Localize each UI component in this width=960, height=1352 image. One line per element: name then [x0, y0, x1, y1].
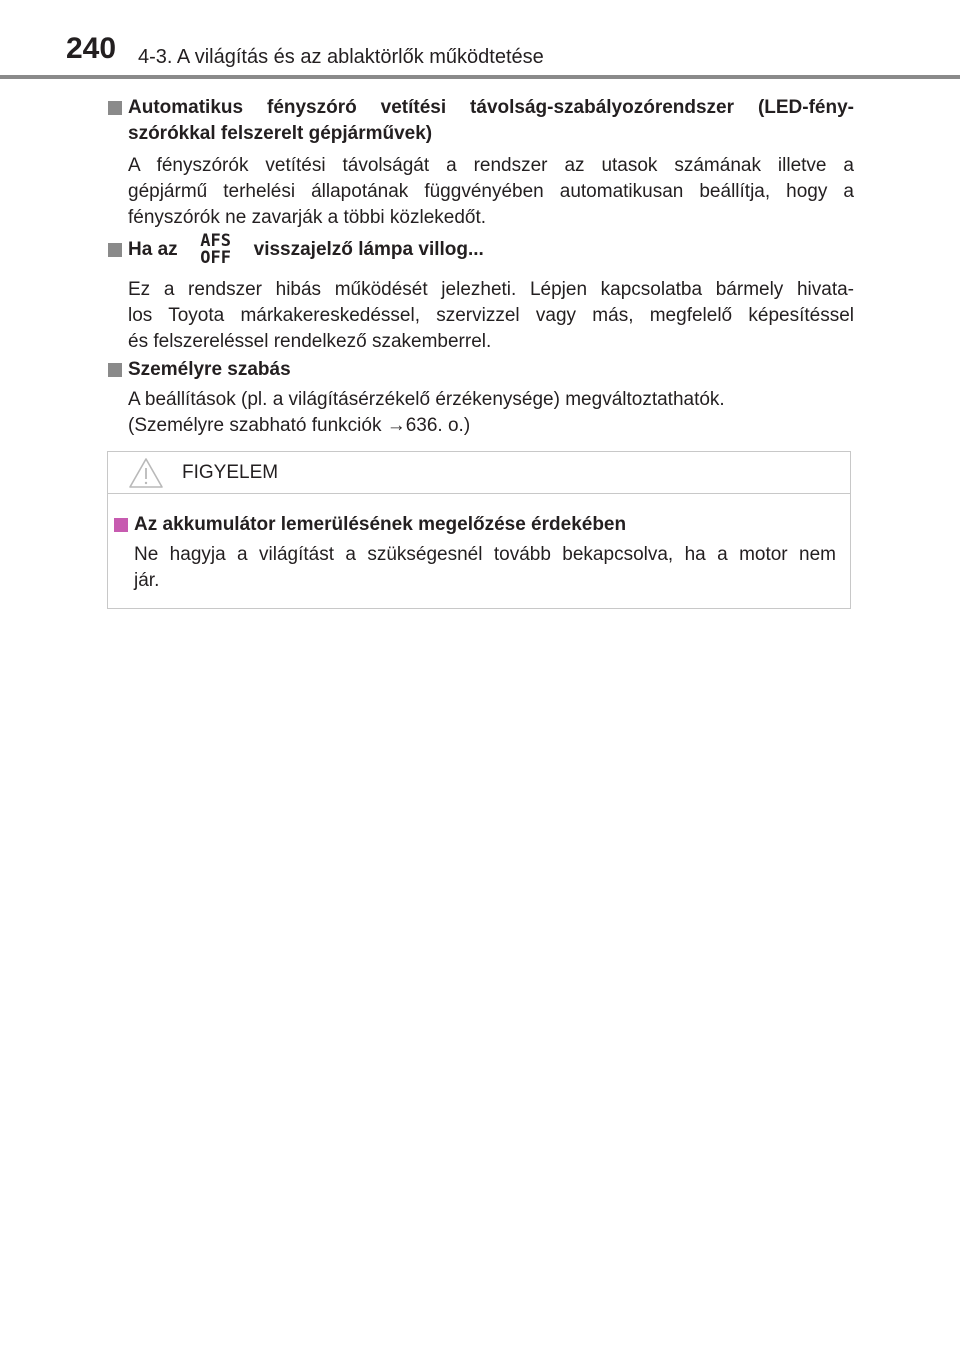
square-bullet-icon	[114, 518, 128, 532]
heading-line: Automatikus fényszóró vetítési távolság-szabályozórendszer (LED-fény-	[128, 97, 854, 118]
afs-icon-line: AFS	[200, 230, 231, 251]
section-body	[108, 153, 854, 231]
square-bullet-icon	[108, 363, 122, 377]
body-line: fényszórók ne zavarják a többi közlekedőt.	[128, 207, 487, 228]
section-afs-indicator	[108, 227, 854, 355]
body-line: gépjármű terhelési állapotának függvényében automatikusan beállítja, hogy a	[128, 181, 854, 202]
body-line: jár.	[134, 570, 160, 591]
warning-content	[114, 512, 844, 594]
section-body	[108, 277, 854, 355]
warning-body	[114, 542, 844, 594]
warning-box	[107, 451, 851, 609]
body-line: (Személyre szabható funkciók →636. o.)	[128, 415, 471, 436]
body-line: los Toyota márkakereskedéssel, szervizzel vagy más, megfelelő képesítéssel	[128, 305, 854, 326]
section-body	[108, 387, 854, 439]
body-line: Ez a rendszer hibás működését jelezheti. Lépjen kapcsolatba bármely hivata-	[128, 279, 854, 300]
section-customization	[108, 357, 854, 439]
section-headlight-leveling	[108, 95, 854, 231]
header-divider	[0, 75, 960, 79]
heading-line: szórókkal felszerelt gépjárművek)	[128, 123, 433, 144]
section-heading	[108, 227, 854, 273]
heading-text: visszajelző lámpa villog...	[253, 239, 484, 260]
square-bullet-icon	[108, 101, 122, 115]
page-header	[0, 0, 960, 80]
afs-icon-line: OFF	[200, 247, 231, 268]
section-heading	[108, 357, 854, 383]
body-line: és felszereléssel rendelkező szakemberrel.	[128, 331, 492, 352]
heading-text: Az akkumulátor lemerülésének megelőzése érdekében	[134, 514, 627, 535]
section-heading	[108, 95, 854, 147]
afs-off-indicator-icon	[192, 230, 240, 268]
heading-text: Ha az	[128, 239, 178, 260]
page-number: 240	[66, 32, 117, 65]
warning-heading	[114, 512, 844, 538]
heading-text: Személyre szabás	[128, 359, 291, 380]
body-line: Ne hagyja a világítást a szükségesnél tovább bekapcsolva, ha a motor nem	[134, 544, 836, 565]
chapter-title: 4-3. A világítás és az ablaktörlők működtetése	[138, 46, 544, 68]
warning-title: FIGYELEM	[182, 462, 279, 483]
body-line: A fényszórók vetítési távolságát a rendszer az utasok számának illetve a	[128, 155, 854, 176]
square-bullet-icon	[108, 243, 122, 257]
body-line: A beállítások (pl. a világításérzékelő érzékenysége) megváltoztathatók.	[128, 389, 725, 410]
warning-header	[108, 452, 850, 494]
warning-triangle-icon	[128, 456, 164, 490]
